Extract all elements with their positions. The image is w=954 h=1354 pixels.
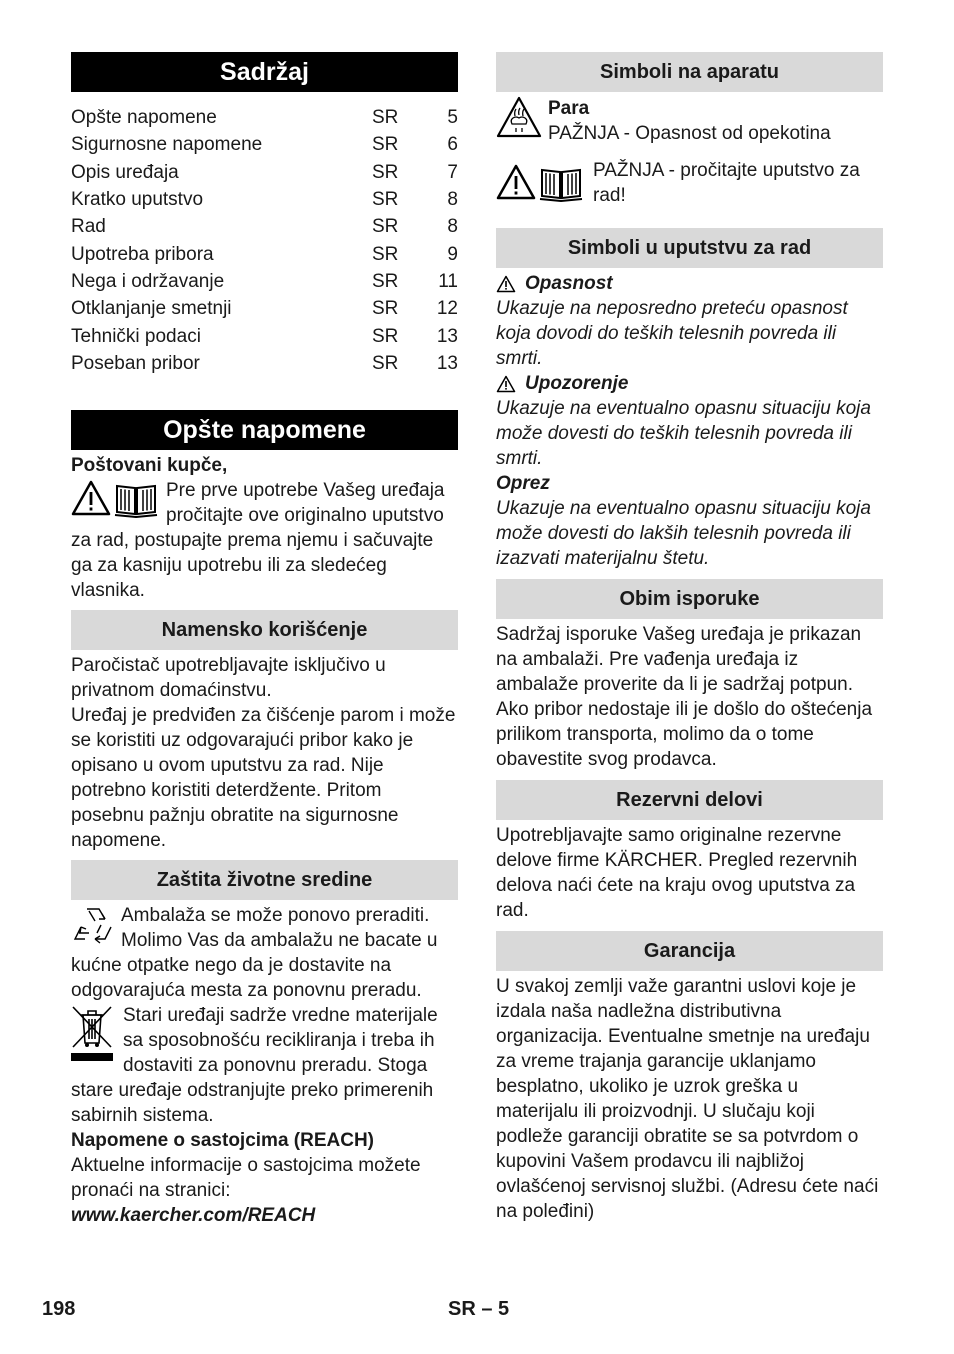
greeting: Poštovani kupče, [71, 454, 228, 476]
toc-row [71, 186, 458, 213]
general-title: Opšte napomene [71, 410, 458, 450]
toc-page: 6 [447, 134, 458, 156]
section-code: SR – 5 [448, 1298, 510, 1320]
page-number: 198 [42, 1298, 76, 1320]
warning-text: Ukazuje na eventualno opasnu situaciju koja može dovesti do teških telesnih povreda ili smrti. [496, 398, 871, 469]
recycling-block [71, 903, 458, 1003]
reach-text: Aktuelne informacije o sastojcima možete pronaći na stranici: [71, 1154, 421, 1201]
environment-title: Zaštita životne sredine [71, 860, 458, 900]
toc-row [71, 131, 458, 158]
toc-row [71, 295, 458, 322]
toc-lang: SR [372, 107, 399, 129]
toc-label: Sigurnosne napomene [71, 134, 263, 156]
toc-label: Nega i održavanje [71, 270, 225, 292]
toc-label: Tehnički podaci [71, 325, 201, 347]
small-warning-icon [496, 275, 516, 293]
toc-lang: SR [372, 325, 399, 347]
steam-symbol-row [496, 96, 883, 146]
small-warning-icon [496, 375, 516, 393]
toc-lang: SR [372, 189, 399, 211]
environment-p2: Stari uređaji sadrže vredne materijale sa sposobnošću recikliranja i treba ih dostaviti za ponovnu preradu. Stoga stare uređaje odstranjujte preko primerenih sabirnih sistema. [71, 1004, 438, 1126]
toc-page: 8 [447, 216, 458, 238]
toc-label: Opšte napomene [71, 107, 217, 129]
toc-label: Poseban pribor [71, 352, 200, 374]
toc-row [71, 350, 458, 377]
toc-page: 12 [436, 298, 458, 320]
spare-parts-title: Rezervni delovi [496, 780, 883, 820]
steam-text: PAŽNJA - Opasnost od opekotina [548, 123, 831, 144]
caution-title: Oprez [496, 473, 550, 494]
danger-text: Ukazuje na neposredno preteću opasnost koja dovodi do teških telesnih povreda ili smrti. [496, 298, 848, 369]
warning-heading [496, 371, 883, 396]
toc-lang: SR [372, 352, 399, 374]
toc-row [71, 159, 458, 186]
toc-row [71, 268, 458, 295]
environment-p1: Ambalaža se može ponovo preraditi. Molimo Vas da ambalažu ne bacate u kućne otpatke nego da je dostavite na odgovarajuća mesta za ponovnu preradu. [71, 904, 438, 1001]
toc-lang: SR [372, 270, 399, 292]
warning-triangle-icon [496, 164, 536, 202]
toc-label: Rad [71, 216, 106, 238]
weee-block [71, 1003, 458, 1128]
scope-title: Obim isporuke [496, 579, 883, 619]
intended-use-title: Namensko korišćenje [71, 610, 458, 650]
warranty-title: Garancija [496, 931, 883, 971]
danger-title: Opasnost [525, 273, 613, 294]
hot-steam-warning-icon [496, 96, 542, 138]
left-column [71, 52, 458, 1228]
intended-use-p1: Paročistač upotrebljavajte isključivo u privatnom domaćinstvu. [71, 654, 386, 701]
danger-heading [496, 271, 883, 296]
recycle-icon [71, 905, 115, 947]
toc-row [71, 240, 458, 267]
toc-row [71, 213, 458, 240]
right-column [496, 52, 883, 1224]
icon-group [71, 480, 158, 518]
warning-triangle-icon [71, 480, 111, 518]
general-intro-block [71, 478, 458, 603]
read-manual-icon-group [496, 164, 583, 202]
warning-title: Upozorenje [525, 373, 629, 394]
toc-lang: SR [372, 243, 399, 265]
toc-label: Kratko uputstvo [71, 189, 204, 211]
toc-page: 11 [438, 270, 458, 292]
manual-symbols-title: Simboli u uputstvu za rad [496, 228, 883, 268]
toc-label: Opis uređaja [71, 161, 179, 183]
scope-p2: Ako pribor nedostaje ili je došlo do oštećenja prilikom transporta, molimo da o tome obavestite svog prodavca. [496, 699, 873, 770]
toc-row [71, 322, 458, 349]
toc-lang: SR [372, 298, 399, 320]
warranty-p1: U svakoj zemlji važe garantni uslovi koje je izdala naša nadležna distributivna organizacija. Eventualne smetnje na uređaju za vreme trajanja garancije uklanjamo besplatno, ukoliko je uzrok greška u materijalu ili proizvodnji. U slučaju koji podleže garanciji obratite se sa potvrdom o kupovini Vašem prodavcu ili najbližoj ovlašćenoj servisnoj službi. (Adresu ćete naći na poleđini) [496, 976, 879, 1222]
read-manual-symbol-row [496, 158, 883, 208]
toc-lang: SR [372, 161, 399, 183]
toc-page: 7 [447, 161, 458, 183]
table-of-contents [71, 104, 458, 377]
toc-title: Sadržaj [71, 52, 458, 92]
general-intro: Pre prve upotrebe Vašeg uređaja pročitajte ove originalno uputstvo za rad, postupajte prema njemu i sačuvajte ga za kasniju upotrebu ili za sledećeg vlasnika. [71, 479, 445, 601]
toc-lang: SR [372, 216, 399, 238]
manual-book-icon [114, 480, 158, 518]
toc-page: 13 [436, 325, 458, 347]
spare-parts-p1: Upotrebljavajte samo originalne rezervne delove firme KÄRCHER. Pregled rezervnih delova naći ćete na kraju ovog uputstva za rad. [496, 825, 858, 921]
reach-url-link[interactable]: www.kaercher.com/REACH [71, 1204, 316, 1226]
manual-book-icon [539, 164, 583, 202]
toc-page: 5 [447, 107, 458, 129]
reach-title: Napomene o sastojcima (REACH) [71, 1129, 375, 1151]
crossed-bin-icon [71, 1005, 113, 1061]
scope-p1: Sadržaj isporuke Vašeg uređaja je prikazan na ambalaži. Pre vađenja uređaja iz ambalaže proverite da li je sadržaj potpun. [496, 624, 862, 695]
device-symbols-title: Simboli na aparatu [496, 52, 883, 92]
toc-lang: SR [372, 134, 399, 156]
toc-page: 9 [447, 243, 458, 265]
read-manual-text: PAŽNJA - pročitajte uputstvo za rad! [593, 160, 860, 206]
caution-text: Ukazuje na eventualno opasnu situaciju koja može dovesti do lakših telesnih povreda ili izazvati materijalnu štetu. [496, 498, 871, 569]
toc-label: Otklanjanje smetnji [71, 298, 232, 320]
toc-page: 8 [447, 189, 458, 211]
toc-row [71, 104, 458, 131]
toc-page: 13 [436, 352, 458, 374]
toc-label: Upotreba pribora [71, 243, 214, 265]
intended-use-p2: Uređaj je predviđen za čišćenje parom i može se koristiti uz odgovarajući pribor kako je opisano u ovom uputstvu za rad. Nije potrebno koristiti deterdžente. Pritom posebnu pažnju obratite na sigurnosne napomene. [71, 704, 456, 851]
steam-title: Para [548, 98, 590, 119]
